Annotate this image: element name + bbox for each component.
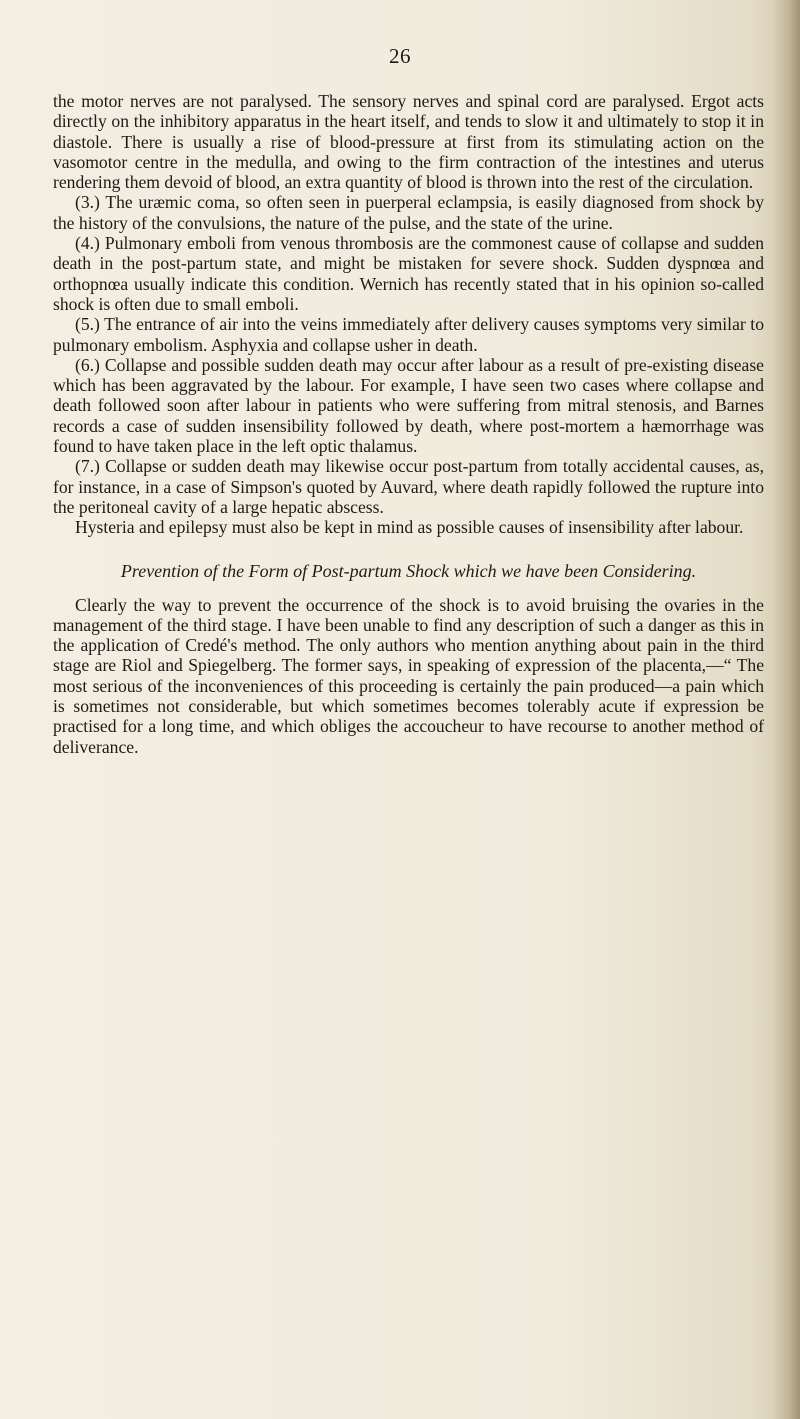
paragraph-uraemic-coma: (3.) The uræmic coma, so often seen in puerperal eclampsia, is easily diagnosed from shock by the history of the convulsions, the nature of the pulse, and the state of the urine.	[53, 192, 764, 233]
paragraph-continuation: the motor nerves are not paralysed. The sensory nerves and spinal cord are paralysed. Ergot acts directly on the inhibitory apparatus in the heart itself, and tends to slow it and ultimately to stop it in diastole. There is usually a rise of blood-pressure at first from its stimulating action on the vasomotor centre in the medulla, and owing to the firm contraction of the intestines and uterus rendering them devoid of blood, an extra quantity of blood is thrown into the rest of the circulation.	[53, 91, 764, 193]
paragraph-air-in-veins: (5.) The entrance of air into the veins immediately after delivery causes symptoms very similar to pulmonary embolism. Asphyxia and collapse usher in death.	[53, 314, 764, 355]
section-heading: Prevention of the Form of Post-partum Shock which we have been Considering.	[120, 560, 697, 581]
paragraph-pulmonary-emboli: (4.) Pulmonary emboli from venous thrombosis are the commonest cause of collapse and sudden death in the post-partum state, and might be mistaken for severe shock. Sudden dyspnœa and orthopnœa usually indicate this condition. Wernich has recently stated that in his opinion so-called shock is often due to small emboli.	[53, 233, 764, 314]
paragraph-prevention: Clearly the way to prevent the occurrence of the shock is to avoid bruising the ovaries in the management of the third stage. I have been unable to find any description of such a danger as this in the application of Credé's method. The only authors who mention anything about pain in the third stage are Riol and Spiegelberg. The former says, in speaking of expression of the placenta,—“ The most serious of the inconveniences of this proceeding is certainly the pain produced—a pain which is sometimes not considerable, but which sometimes becomes tolerably acute if expression be practised for a long time, and which obliges the accoucheur to have recourse to another method of deliverance.	[53, 594, 764, 757]
paragraph-pre-existing-disease: (6.) Collapse and possible sudden death may occur after labour as a result of pre-existing disease which has been aggravated by the labour. For example, I have seen two cases where collapse and death followed soon after labour in patients who were suffering from mitral stenosis, and Barnes records a case of sudden insensibility followed by death, where post-mortem a hæmorrhage was found to have taken place in the left optic thalamus.	[53, 354, 764, 457]
page-number: 26	[389, 44, 411, 68]
page-body	[53, 91, 764, 757]
paragraph-hysteria-epilepsy: Hysteria and epilepsy must also be kept in mind as possible causes of insensibility after labour.	[75, 517, 744, 538]
page-edge-shadow	[772, 0, 800, 1419]
paragraph-accidental-causes: (7.) Collapse or sudden death may likewise occur post-partum from totally accidental causes, as, for instance, in a case of Simpson's quoted by Auvard, where death rapidly followed the rupture into the peritoneal cavity of a large hepatic abscess.	[53, 456, 764, 517]
